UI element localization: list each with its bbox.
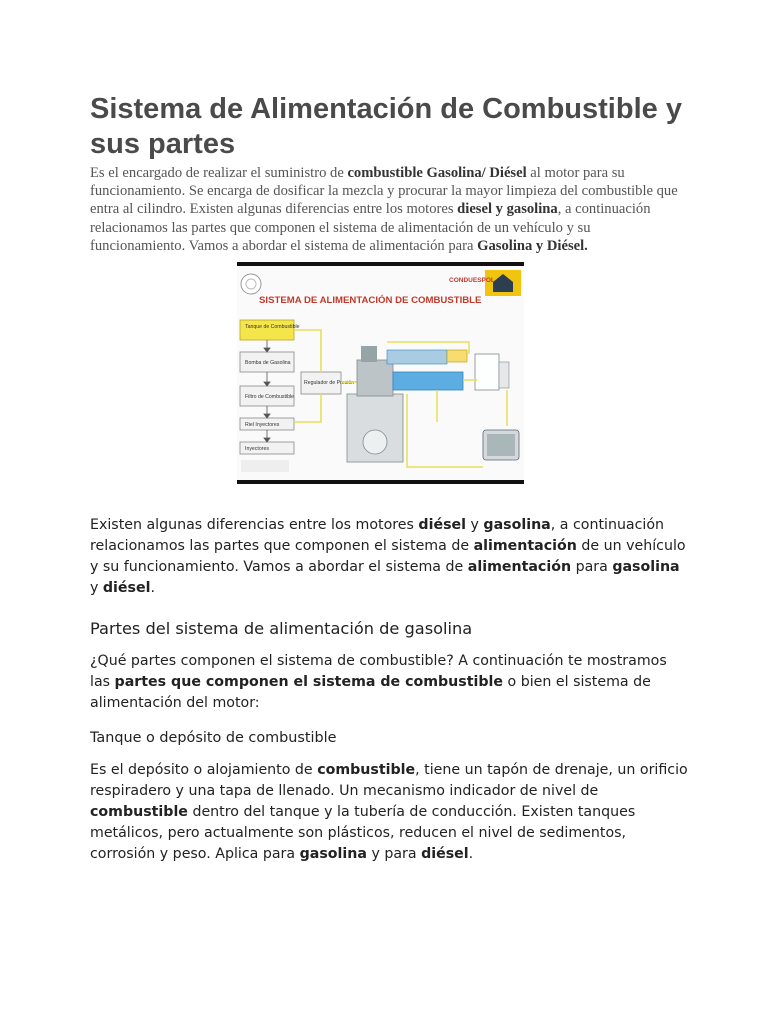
step-label: Riel Inyectores <box>245 422 280 428</box>
text-run: ¿Qué partes componen el sistema de combustible? A continuación te mostramos las <box>90 653 667 690</box>
text-run: y para <box>366 846 422 862</box>
text-run: . <box>150 580 155 596</box>
text-run: o bien el sistema de alimentación del motor: <box>90 674 651 711</box>
step-label: Inyectores <box>245 446 269 452</box>
text-run: , a continuación relacionamos las partes que componen el sistema de alimentación de un vehículo y su funcionamiento. Vamos a abordar el sistema de alimentación para <box>90 201 651 254</box>
bold-run: combustible <box>90 804 188 820</box>
bold-run: gasolina <box>483 517 551 533</box>
text-run: , tiene un tapón de drenaje, un orificio respiradero y una tapa de llenado. Un mecanismo indicador de nivel de <box>90 762 688 799</box>
text-run: dentro del tanque y la tubería de conducción. Existen tanques metálicos, pero actualmente son plásticos, reducen el nivel de sedimentos, corrosión y peso. Aplica para <box>90 804 636 862</box>
diagram-title: SISTEMA DE ALIMENTACIÓN DE COMBUSTIBLE <box>259 295 482 306</box>
text-run: Es el depósito o alojamiento de <box>90 762 318 778</box>
bold-run: gasolina <box>612 559 680 575</box>
page-title: Sistema de Alimentación de Combustible y sus partes <box>90 93 682 160</box>
text-run: Es el encargado de realizar el suministro de <box>90 165 348 181</box>
fuel-system-diagram <box>237 262 524 484</box>
step-label: Tanque de Combustible <box>245 324 300 330</box>
bold-run: diésel <box>421 846 469 862</box>
paragraph-parts <box>90 651 690 714</box>
step-label: Bomba de Gasolina <box>245 360 291 366</box>
subsection-heading: Tanque o depósito de combustible <box>90 730 337 746</box>
text-run: al motor para su funcionamiento. Se encarga de dosificar la mezcla y procurar la mayor limpieza del combustible que entra al cilindro. Existen algunas diferencias entre los motores <box>90 165 678 218</box>
footer-logo-icon <box>241 460 289 472</box>
section-heading: Partes del sistema de alimentación de gasolina <box>90 619 473 638</box>
bold-run: diesel y gasolina <box>457 201 558 218</box>
text-run: y <box>466 517 484 533</box>
text-run: Existen algunas diferencias entre los motores <box>90 517 419 533</box>
text-run: y <box>90 580 103 596</box>
bold-run: combustible Gasolina/ Diésel <box>347 165 527 181</box>
text-run: para <box>571 559 613 575</box>
paragraph-tank <box>90 760 690 865</box>
bold-run: partes que componen el sistema de combustible <box>114 674 504 690</box>
text-run: . <box>468 846 474 862</box>
brand-name: CONDUESPOL <box>449 277 495 284</box>
bold-run: gasolina <box>299 846 367 862</box>
bold-run: alimentación <box>467 559 572 575</box>
seal-logo-icon <box>241 274 261 294</box>
text-run: , a continuación relacionamos las partes que componen el sistema de <box>90 517 665 554</box>
step-box-tanque <box>240 320 294 340</box>
step-label: Filtro de Combustible <box>245 394 295 400</box>
bold-run: Gasolina y Diésel. <box>477 237 588 254</box>
bold-run: combustible <box>317 762 416 778</box>
regulator-label: Regulador de Presión <box>304 380 355 386</box>
bold-run: alimentación <box>473 538 577 554</box>
bold-run: diésel <box>418 517 466 533</box>
paragraph-differences <box>90 515 690 599</box>
intro-paragraph <box>90 164 680 255</box>
bold-run: diésel <box>102 580 151 596</box>
text-run: de un vehículo y su funcionamiento. Vamos a abordar el sistema de <box>90 538 686 575</box>
